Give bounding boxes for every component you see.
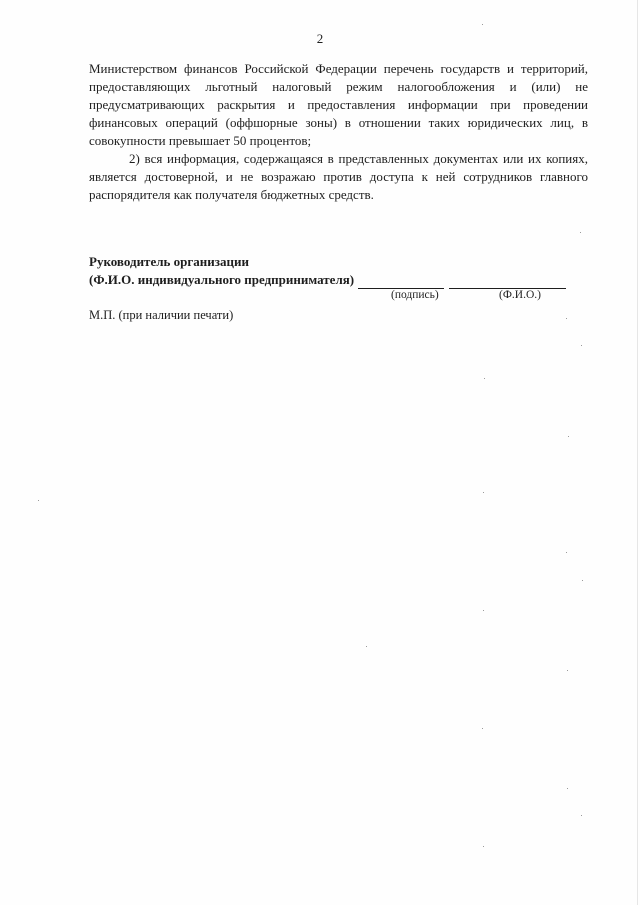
scan-speck bbox=[580, 232, 581, 233]
scan-speck bbox=[568, 436, 569, 437]
scan-speck bbox=[483, 610, 484, 611]
signature-captions bbox=[89, 289, 588, 305]
scan-speck bbox=[482, 728, 483, 729]
scan-speck bbox=[482, 24, 483, 25]
scan-speck bbox=[581, 815, 582, 816]
scan-speck bbox=[566, 318, 567, 319]
scan-speck bbox=[366, 646, 367, 647]
paragraph-information-accuracy: 2) вся информация, содержащаяся в представленных документах или их копиях, является достоверной, и не возражаю против доступа к ней сотрудников главного распорядителя как получателя бюджетных средств. bbox=[89, 151, 588, 202]
scan-speck bbox=[567, 788, 568, 789]
paragraph-offshore: Министерством финансов Российской Федерации перечень государств и территорий, предоставляющих льготный налоговый режим налогообложения и (или) не предусматривающих раскрытия и предоставления информации при проведении финансовых операций (оффшорные зоны) в отношении таких юридических лиц, в совокупности превышает 50 процентов; bbox=[89, 61, 588, 148]
scan-speck bbox=[483, 846, 484, 847]
signature-block bbox=[89, 253, 588, 323]
document-body bbox=[89, 60, 588, 204]
name-blank bbox=[449, 274, 566, 289]
stamp-note: М.П. (при наличии печати) bbox=[89, 308, 234, 322]
scan-speck bbox=[483, 492, 484, 493]
signature-line-row bbox=[89, 271, 588, 289]
caption-name: (Ф.И.О.) bbox=[499, 289, 541, 301]
caption-signature: (подпись) bbox=[391, 289, 439, 301]
scan-speck bbox=[567, 670, 568, 671]
scan-speck bbox=[484, 378, 485, 379]
scan-speck bbox=[38, 500, 39, 501]
scan-speck bbox=[581, 345, 582, 346]
signature-title: Руководитель организации bbox=[89, 254, 249, 269]
scan-edge bbox=[637, 0, 638, 905]
scan-speck bbox=[566, 552, 567, 553]
signature-blank bbox=[358, 274, 444, 289]
scan-speck bbox=[582, 580, 583, 581]
signature-title-entrepreneur: (Ф.И.О. индивидуального предпринимателя) bbox=[89, 272, 355, 287]
page-number: 2 bbox=[316, 31, 324, 46]
